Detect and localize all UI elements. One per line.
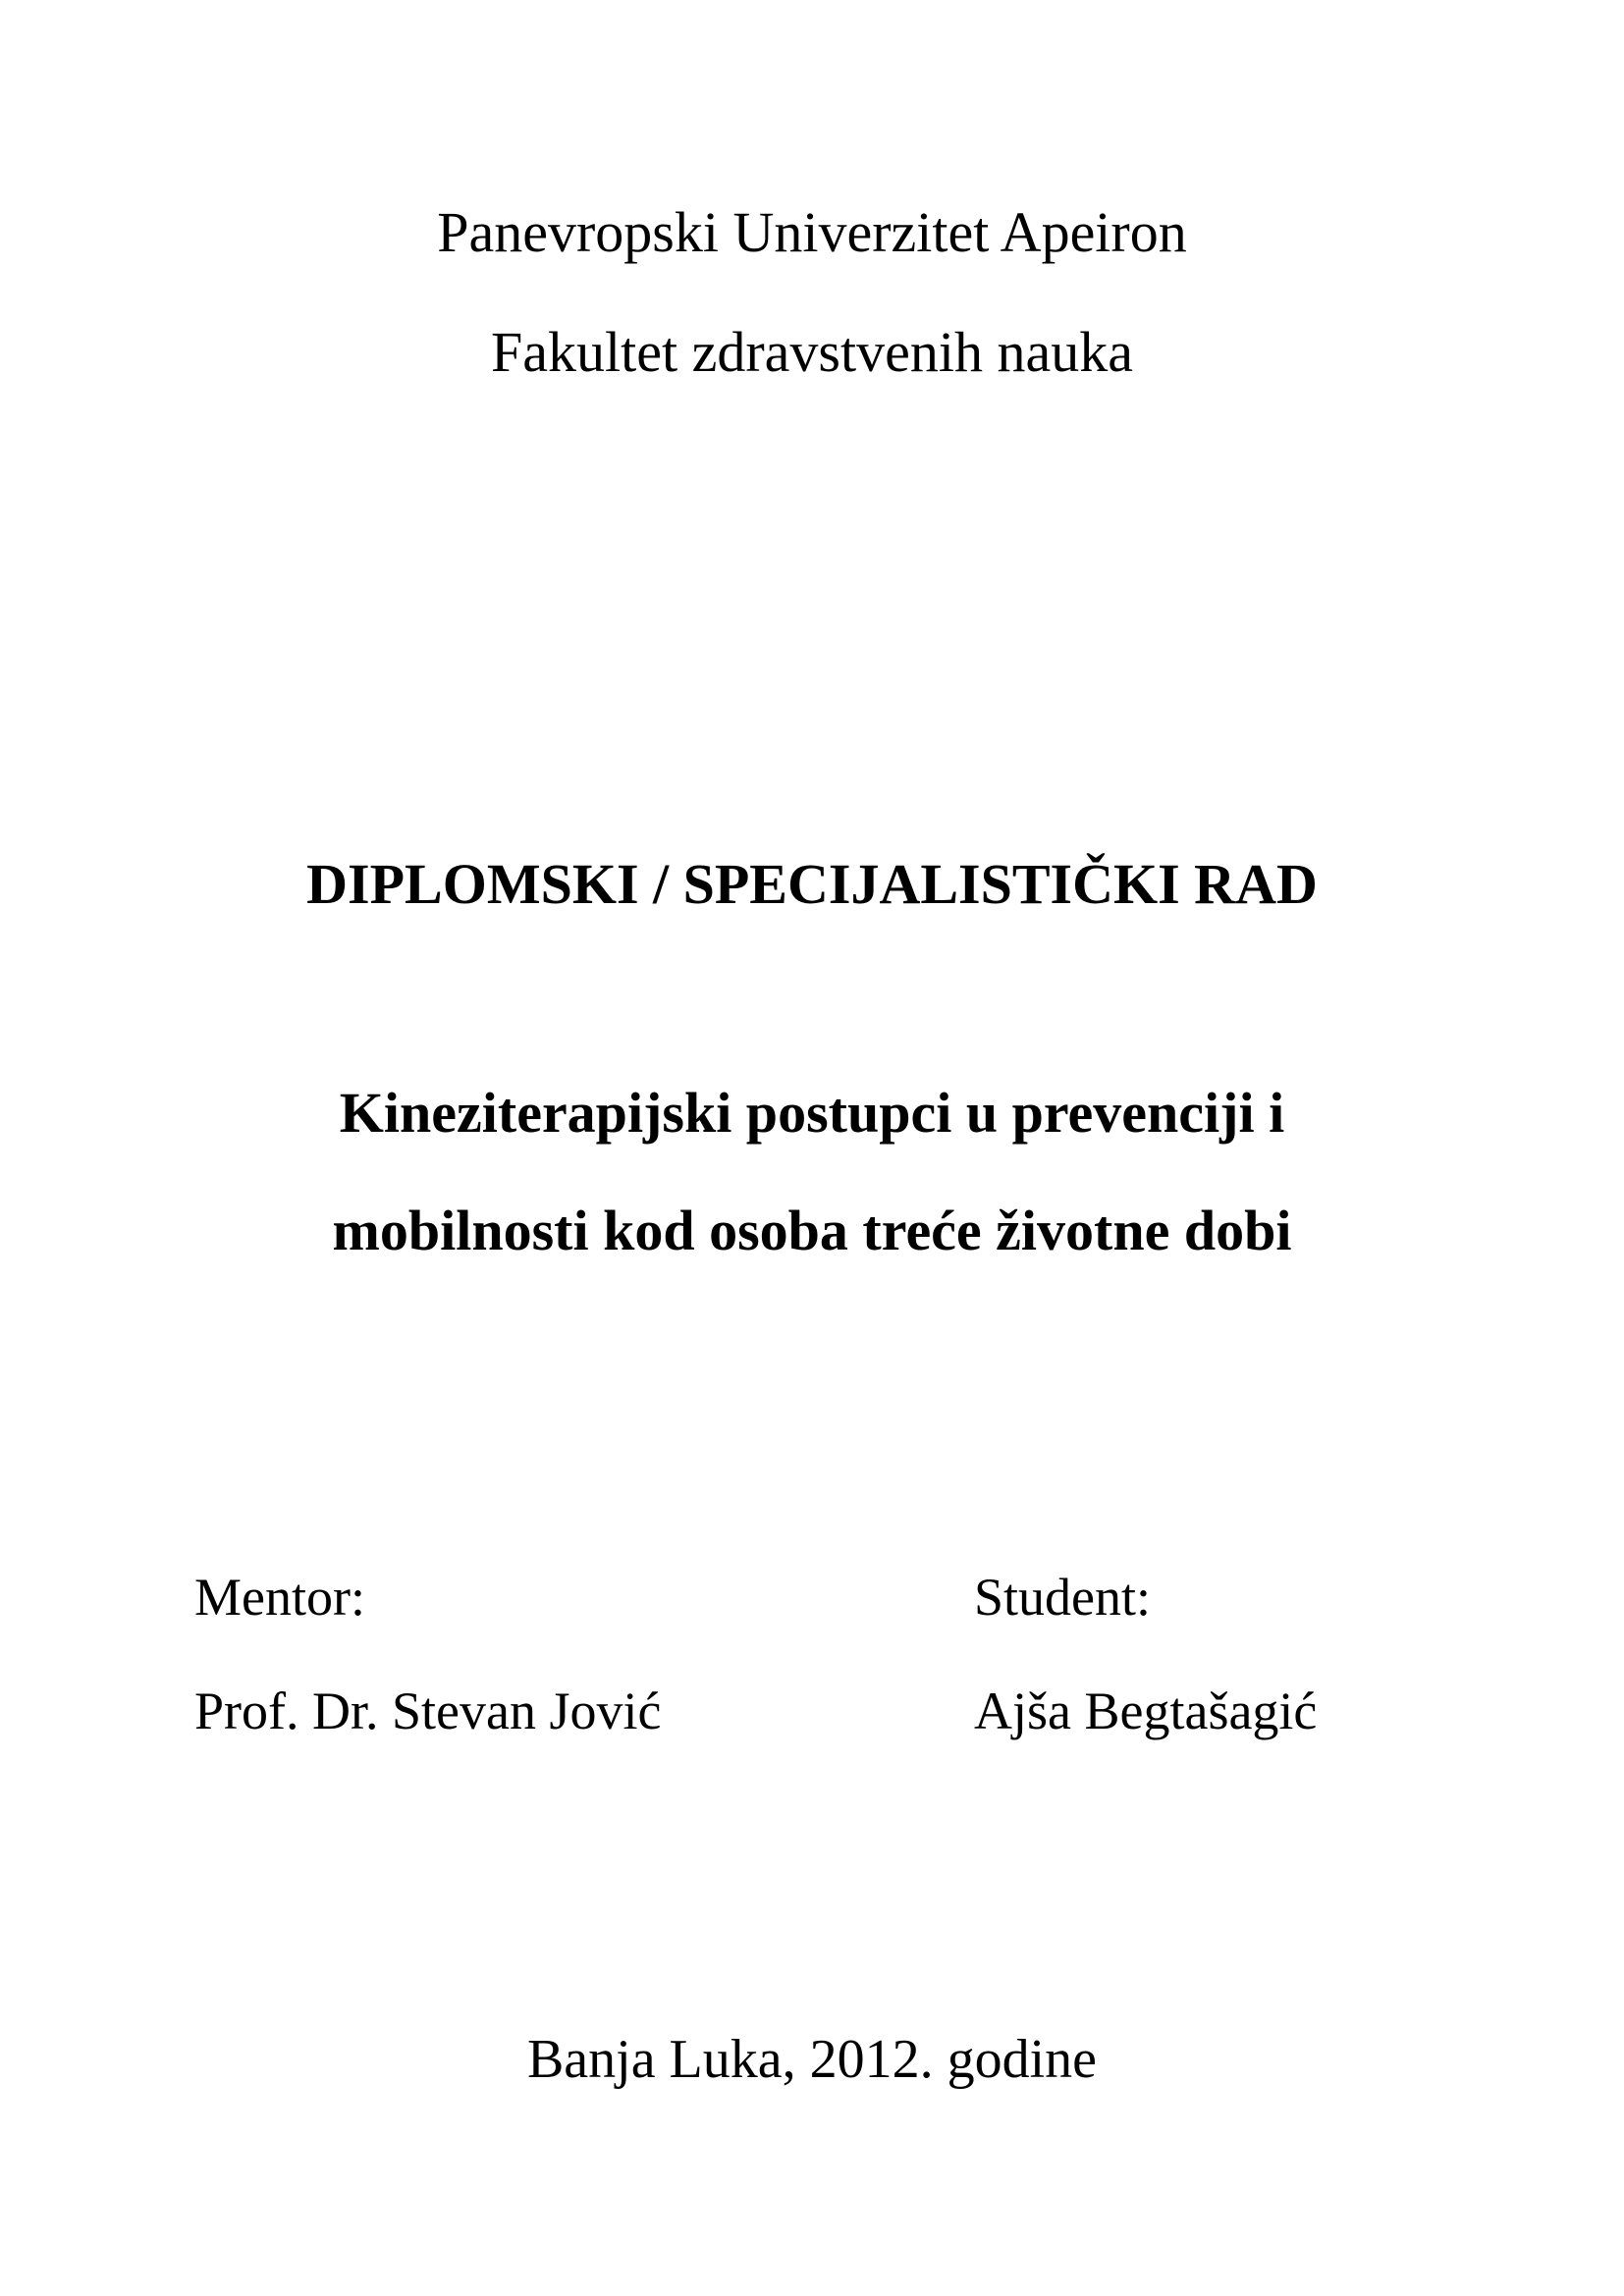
- mentor-name: Prof. Dr. Stevan Jović: [194, 1682, 662, 1740]
- thesis-title-line-2: mobilnosti kod osoba treće životne dobi: [332, 1199, 1292, 1262]
- place-and-date: Banja Luka, 2012. godine: [526, 2029, 1098, 2090]
- thesis-title-line-1: Kineziterapijski postupci u prevenciji i: [339, 1081, 1285, 1145]
- mentor-label: Mentor:: [194, 1568, 365, 1627]
- university-name: Panevropski Univerzitet Apeiron: [437, 200, 1187, 264]
- faculty-name: Fakultet zdravstvenih nauka: [491, 320, 1133, 384]
- student-name: Ajša Begtašagić: [974, 1682, 1318, 1740]
- student-label: Student:: [974, 1568, 1152, 1627]
- thesis-type-heading: DIPLOMSKI / SPECIJALISTIČKI RAD: [306, 852, 1318, 916]
